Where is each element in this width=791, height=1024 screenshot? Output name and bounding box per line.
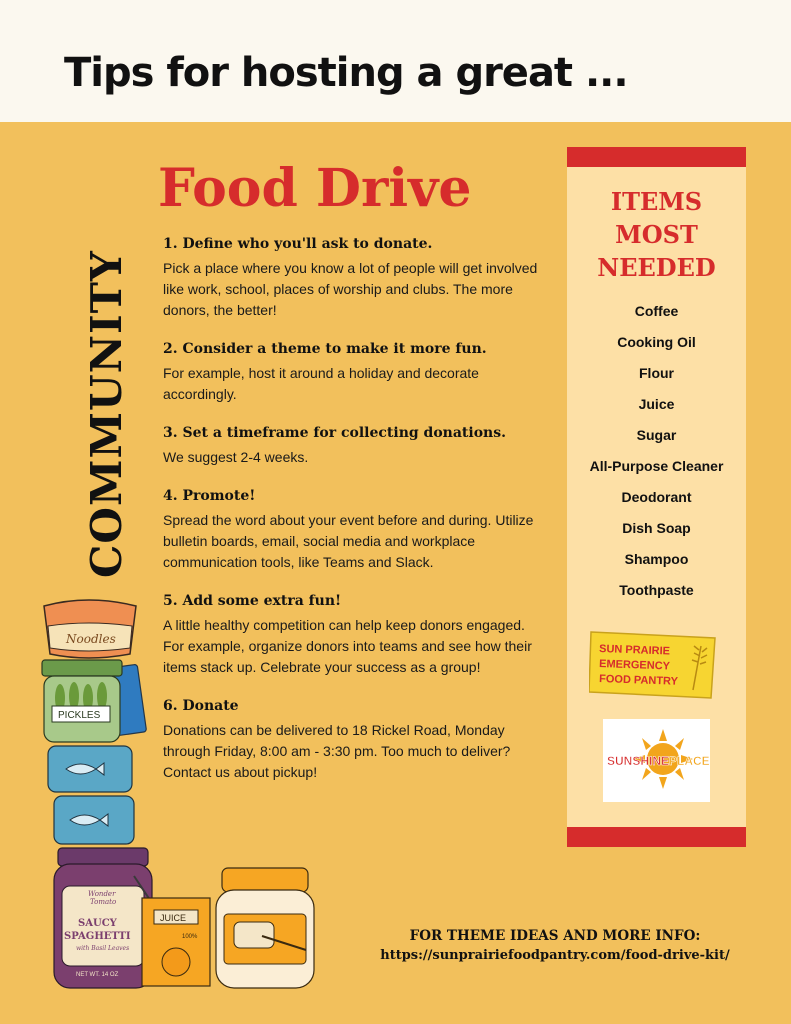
svg-text:JUICE: JUICE bbox=[160, 913, 187, 923]
tip-heading: 1. Define who you'll ask to donate. bbox=[163, 236, 433, 252]
svg-text:Noodles: Noodles bbox=[66, 632, 116, 646]
svg-text:SUN PRAIRIE: SUN PRAIRIE bbox=[598, 643, 671, 658]
pickles-jar-icon bbox=[42, 660, 122, 742]
svg-text:SAUCY: SAUCY bbox=[78, 918, 117, 929]
items-heading-line: ITEMS bbox=[610, 187, 703, 216]
svg-text:PICKLES: PICKLES bbox=[58, 710, 101, 721]
header-band bbox=[0, 0, 791, 122]
footer-info bbox=[330, 926, 780, 966]
footer-line: FOR THEME IDEAS AND MORE INFO: bbox=[409, 928, 701, 944]
list-item: Coffee bbox=[634, 303, 679, 319]
juice-box-icon bbox=[134, 876, 210, 986]
svg-text:100%: 100% bbox=[182, 934, 198, 940]
tip-heading: 6. Donate bbox=[163, 698, 239, 714]
tip-body: For example, host it around a holiday and decorate accordingly. bbox=[163, 365, 479, 402]
svg-text:Wonder: Wonder bbox=[88, 890, 116, 898]
sun-prairie-food-pantry-logo bbox=[589, 628, 717, 700]
svg-text:NET WT. 14 OZ: NET WT. 14 OZ bbox=[76, 972, 119, 978]
list-item: Cooking Oil bbox=[617, 334, 696, 350]
list-item: Juice bbox=[638, 396, 675, 412]
tip-body: We suggest 2-4 weeks. bbox=[163, 449, 309, 465]
tip-2 bbox=[163, 341, 543, 405]
tip-1 bbox=[163, 236, 543, 321]
sunshine-place-logo bbox=[603, 719, 710, 802]
list-item: Shampoo bbox=[624, 551, 689, 567]
tip-body: Spread the word about your event before and during. Utilize bulletin boards, email, social media and workplace communication tools, like Teams and Slack. bbox=[163, 512, 534, 570]
list-item: Dish Soap bbox=[622, 520, 691, 536]
page-title: Tips for hosting a great ... bbox=[64, 50, 628, 96]
tip-heading: 5. Add some extra fun! bbox=[163, 593, 342, 609]
community-vertical-label: COMMUNITY bbox=[82, 250, 131, 578]
svg-text:FOOD PANTRY: FOOD PANTRY bbox=[598, 673, 679, 688]
svg-text:EMERGENCY: EMERGENCY bbox=[598, 658, 671, 673]
svg-text:SUNSHINEPLACE: SUNSHINEPLACE bbox=[607, 754, 710, 768]
food-drive-title: Food Drive bbox=[158, 158, 472, 219]
svg-text:with Basil Leaves: with Basil Leaves bbox=[76, 945, 130, 952]
svg-text:SPAGHETTI: SPAGHETTI bbox=[64, 931, 131, 942]
panel-bottom-bar bbox=[567, 827, 746, 847]
tip-heading: 2. Consider a theme to make it more fun. bbox=[163, 341, 487, 357]
panel-top-bar bbox=[567, 147, 746, 167]
spaghetti-sauce-jar-icon bbox=[54, 848, 152, 988]
svg-text:Tomato: Tomato bbox=[90, 898, 117, 906]
tip-heading: 4. Promote! bbox=[163, 488, 256, 504]
fish-can-icon bbox=[48, 746, 132, 792]
tip-3 bbox=[163, 425, 543, 468]
list-item: Sugar bbox=[636, 427, 677, 443]
tip-body: A little healthy competition can help keep donors engaged. For example, organize donors into teams and see how their items stack up. Celebrate your success as a group! bbox=[163, 617, 532, 675]
items-heading bbox=[567, 185, 746, 284]
list-item: Flour bbox=[639, 365, 674, 381]
tip-4 bbox=[163, 488, 543, 573]
list-item: All-Purpose Cleaner bbox=[589, 458, 724, 474]
items-heading-line: MOST bbox=[615, 220, 698, 249]
list-item: Toothpaste bbox=[619, 582, 694, 598]
tip-body: Donations can be delivered to 18 Rickel Road, Monday through Friday, 8:00 am - 3:30 pm. Too much to deliver? Contact us about pickup! bbox=[163, 722, 511, 780]
food-items-illustration bbox=[36, 596, 326, 996]
noodles-cup-icon bbox=[44, 600, 136, 658]
spread-jar-icon bbox=[216, 868, 314, 988]
footer-url: https://sunprairiefoodpantry.com/food-drive-kit/ bbox=[380, 948, 730, 963]
fish-can-icon bbox=[54, 796, 134, 844]
items-most-needed-panel bbox=[567, 147, 746, 847]
items-list bbox=[567, 299, 746, 609]
list-item: Deodorant bbox=[621, 489, 692, 505]
items-heading-line: NEEDED bbox=[597, 253, 716, 282]
tip-heading: 3. Set a timeframe for collecting donations. bbox=[163, 425, 506, 441]
tip-body: Pick a place where you know a lot of people will get involved like work, school, places of worship and clubs. The more donors, the better! bbox=[163, 260, 538, 318]
